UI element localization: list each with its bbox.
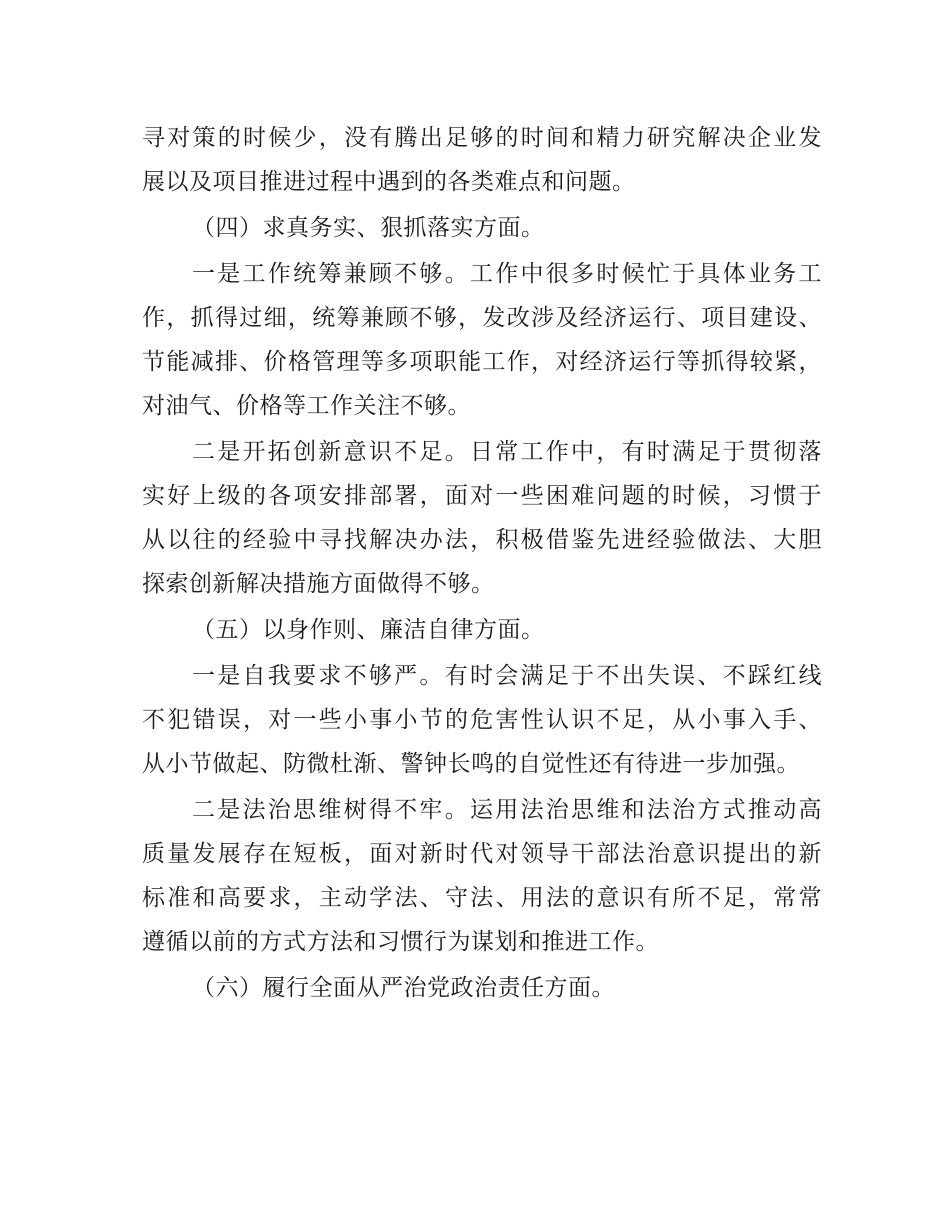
- text-line: 遵循以前的方式方法和习惯行为谋划和推进工作。: [142, 929, 659, 955]
- text-line: 展以及项目推进过程中遇到的各类难点和问题。: [142, 169, 636, 195]
- section-heading-4: [142, 206, 822, 250]
- text-line: 寻对策的时候少，没有腾出足够的时间和精力研究解决企业发: [142, 125, 822, 151]
- text-line: 作，抓得过细，统筹兼顾不够，发改涉及经济运行、项目建设、: [142, 305, 822, 331]
- paragraph-continuation: [142, 116, 822, 204]
- text-line: 对油气、价格等工作关注不够。: [142, 393, 471, 419]
- heading-text: （五）以身作则、廉洁自律方面。: [192, 617, 545, 643]
- document-body: [142, 116, 822, 1010]
- text-line: 二是法治思维树得不牢。运用法治思维和法治方式推动高: [192, 797, 822, 823]
- text-line: 二是开拓创新意识不足。日常工作中，有时满足于贯彻落: [192, 439, 822, 465]
- paragraph-self-discipline: [142, 654, 822, 786]
- heading-text: （六）履行全面从严治党政治责任方面。: [192, 975, 615, 1001]
- text-line: 质量发展存在短板，面对新时代对领导干部法治意识提出的新: [142, 841, 822, 867]
- text-line: 标准和高要求，主动学法、守法、用法的意识有所不足，常常: [142, 885, 822, 911]
- text-line: 节能减排、价格管理等多项职能工作，对经济运行等抓得较紧，: [142, 349, 822, 375]
- section-heading-6: [142, 966, 822, 1010]
- text-line: 探索创新解决措施方面做得不够。: [142, 571, 495, 597]
- text-line: 一是工作统筹兼顾不够。工作中很多时候忙于具体业务工: [192, 261, 822, 287]
- text-line: 一是自我要求不够严。有时会满足于不出失误、不踩红线: [192, 663, 822, 689]
- paragraph-coordination: [142, 252, 822, 428]
- text-line: 从小节做起、防微杜渐、警钟长鸣的自觉性还有待进一步加强。: [142, 751, 800, 777]
- heading-text: （四）求真务实、狠抓落实方面。: [192, 215, 545, 241]
- section-heading-5: [142, 608, 822, 652]
- paragraph-innovation: [142, 430, 822, 606]
- text-line: 不犯错误，对一些小事小节的危害性认识不足，从小事入手、: [142, 707, 822, 733]
- paragraph-rule-of-law: [142, 788, 822, 964]
- text-line: 实好上级的各项安排部署，面对一些困难问题的时候，习惯于: [142, 483, 822, 509]
- text-line: 从以往的经验中寻找解决办法，积极借鉴先进经验做法、大胆: [142, 527, 822, 553]
